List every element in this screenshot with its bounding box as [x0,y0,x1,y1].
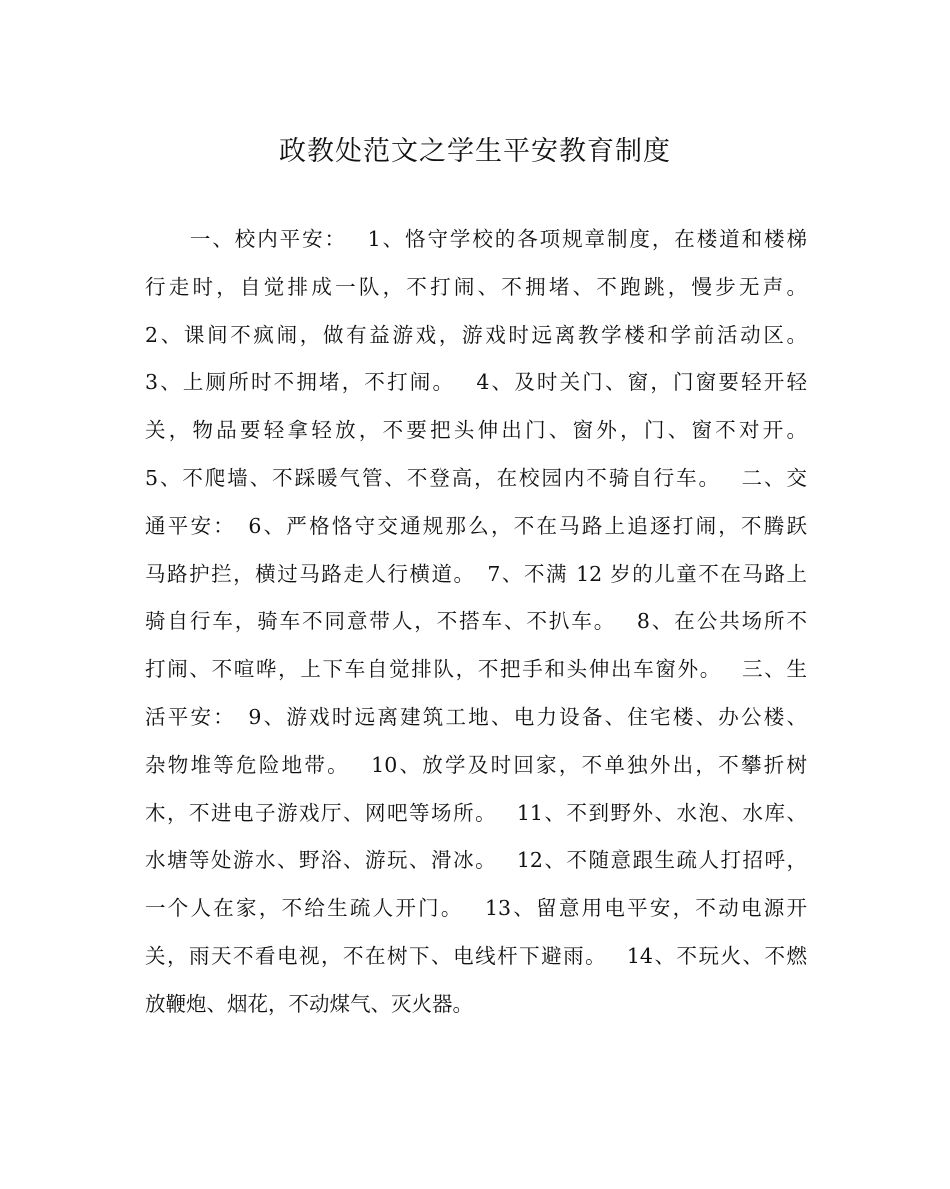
document-title: 政教处范文之学生平安教育制度 [279,136,671,167]
body-line: 一个人在家，不给生疏人开门。 13、留意用电平安，不动电源开 [145,896,807,921]
body-line: 一、校内平安： 1、恪守学校的各项规章制度，在楼道和楼梯 [145,227,807,251]
body-line: 打闹、不喧哗，上下车自觉排队，不把手和头伸出车窗外。 三、生 [145,657,807,682]
body-line: 活平安： 9、游戏时远离建筑工地、电力设备、住宅楼、办公楼、 [145,704,807,729]
body-line: 关，雨天不看电视，不在树下、电线杆下避雨。 14、不玩火、不燃 [145,943,807,968]
body-line: 放鞭炮、烟花，不动煤气、灭火器。 [145,991,473,1016]
body-line: 杂物堆等危险地带。 10、放学及时回家，不单独外出，不攀折树 [145,752,807,777]
body-line: 5、不爬墙、不踩暖气管、不登高，在校园内不骑自行车。 二、交 [145,465,807,490]
body-line: 通平安： 6、严格恪守交通规那么，不在马路上追逐打闹，不腾跃 [145,513,807,538]
body-line: 水塘等处游水、野浴、游玩、滑冰。 12、不随意跟生疏人打招呼， [145,848,807,873]
body-line: 木，不进电子游戏厅、网吧等场所。 11、不到野外、水泡、水库、 [145,800,807,825]
body-line: 3、上厕所时不拥堵，不打闹。 4、及时关门、窗，门窗要轻开轻 [145,370,807,395]
body-line: 马路护拦，横过马路走人行横道。 7、不满 12 岁的儿童不在马路上 [145,561,807,586]
body-line: 关，物品要轻拿轻放，不要把头伸出门、窗外，门、窗不对开。 [145,418,807,443]
document-body [145,216,807,1029]
body-line: 行走时，自觉排成一队，不打闹、不拥堵、不跑跳，慢步无声。 [145,274,807,299]
body-line: 骑自行车，骑车不同意带人，不搭车、不扒车。 8、在公共场所不 [145,609,807,634]
body-line: 2、课间不疯闹，做有益游戏，游戏时远离教学楼和学前活动区。 [145,322,807,347]
